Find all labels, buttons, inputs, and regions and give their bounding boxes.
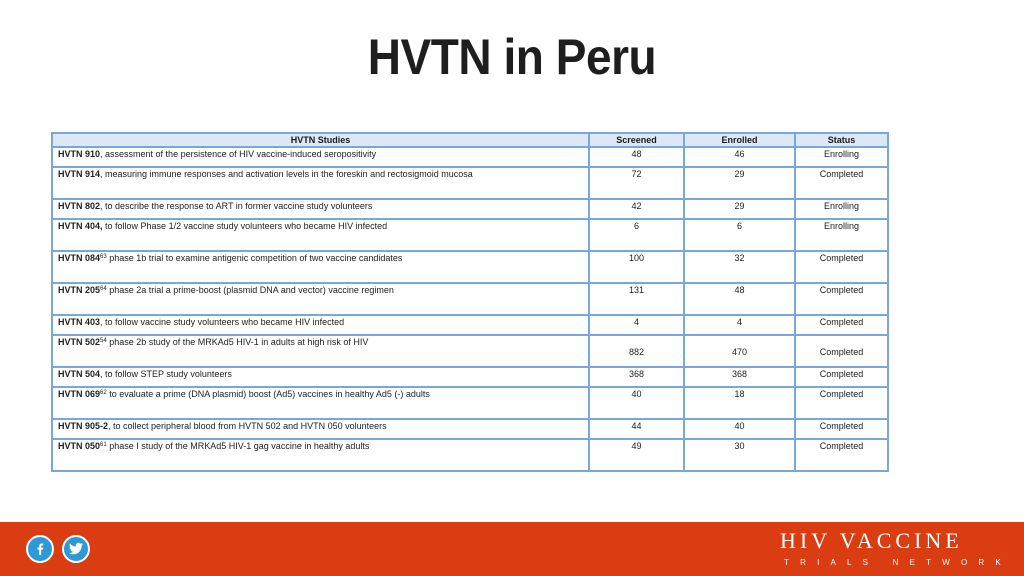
header-enrolled: Enrolled (684, 133, 795, 147)
study-description: phase 1b trial to examine antigenic competition of two vaccine candidates (106, 253, 403, 263)
study-description: , to follow STEP study volunteers (100, 369, 232, 379)
screened-cell: 49 (589, 439, 684, 471)
study-id: HVTN 504 (58, 369, 101, 379)
study-cell (52, 335, 589, 367)
studies-table (51, 132, 889, 472)
screened-cell: 368 (589, 367, 684, 387)
status-cell: Completed (795, 167, 888, 199)
screened-cell: 48 (589, 147, 684, 167)
study-id: HVTN 502 (58, 337, 101, 347)
enrolled-cell: 368 (684, 367, 795, 387)
study-id: HVTN 910 (58, 149, 101, 159)
study-description: , to follow vaccine study volunteers who became HIV infected (100, 317, 345, 327)
study-reference: 54 (100, 338, 107, 344)
table-header-row (52, 133, 888, 147)
study-id: HVTN 069 (58, 389, 101, 399)
study-cell (52, 219, 589, 251)
study-id: HVTN 084 (58, 253, 101, 263)
screened-cell: 882 (589, 335, 684, 367)
table-row (52, 439, 888, 471)
study-id: HVTN 050 (58, 441, 101, 451)
header-screened: Screened (589, 133, 684, 147)
screened-cell: 42 (589, 199, 684, 219)
enrolled-cell: 32 (684, 251, 795, 283)
enrolled-cell: 48 (684, 283, 795, 315)
table-row (52, 167, 888, 199)
brand-name: HIV VACCINE (780, 528, 963, 553)
screened-cell: 40 (589, 387, 684, 419)
status-cell: Completed (795, 315, 888, 335)
screened-cell: 6 (589, 219, 684, 251)
table-row (52, 283, 888, 315)
enrolled-cell: 18 (684, 387, 795, 419)
study-cell (52, 387, 589, 419)
status-cell: Completed (795, 387, 888, 419)
study-id: HVTN 205 (58, 285, 101, 295)
table-row (52, 387, 888, 419)
brand-subtitle: TRIALS NETWORK (784, 558, 1012, 567)
study-cell (52, 315, 589, 335)
status-cell: Completed (795, 335, 888, 367)
study-cell (52, 199, 589, 219)
study-reference: 64 (100, 286, 107, 292)
screened-cell: 131 (589, 283, 684, 315)
facebook-button[interactable] (26, 535, 54, 563)
enrolled-cell: 6 (684, 219, 795, 251)
enrolled-cell: 46 (684, 147, 795, 167)
table-body (52, 147, 888, 471)
study-cell (52, 251, 589, 283)
study-id: HVTN 905-2 (58, 421, 109, 431)
page-title: HVTN in Peru (367, 29, 657, 85)
study-description: phase 2b study of the MRKAd5 HIV-1 in adults at high risk of HIV (106, 337, 369, 347)
study-reference: 61 (100, 442, 107, 448)
enrolled-cell: 29 (684, 167, 795, 199)
status-cell: Completed (795, 419, 888, 439)
status-cell: Completed (795, 283, 888, 315)
twitter-icon (68, 542, 84, 556)
screened-cell: 100 (589, 251, 684, 283)
study-id: HVTN 914 (58, 169, 101, 179)
enrolled-cell: 29 (684, 199, 795, 219)
table-row (52, 367, 888, 387)
screened-cell: 4 (589, 315, 684, 335)
status-cell: Completed (795, 367, 888, 387)
enrolled-cell: 30 (684, 439, 795, 471)
study-cell (52, 439, 589, 471)
study-description: , to collect peripheral blood from HVTN 502 and HVTN 050 volunteers (108, 421, 387, 431)
status-cell: Completed (795, 251, 888, 283)
table-row (52, 335, 888, 367)
studies-table-container (51, 132, 887, 472)
study-description: to evaluate a prime (DNA plasmid) boost (Ad5) vaccines in healthy Ad5 (-) adults (106, 389, 430, 399)
table-row (52, 419, 888, 439)
facebook-icon (33, 542, 47, 556)
study-reference: 62 (100, 390, 107, 396)
study-description: , measuring immune responses and activation levels in the foreskin and rectosigmoid mucosa (100, 169, 473, 179)
enrolled-cell: 4 (684, 315, 795, 335)
study-id: HVTN 404, (58, 221, 103, 231)
table-row (52, 147, 888, 167)
status-cell: Enrolling (795, 219, 888, 251)
study-description: to follow Phase 1/2 vaccine study volunteers who became HIV infected (102, 221, 388, 231)
screened-cell: 72 (589, 167, 684, 199)
study-description: , assessment of the persistence of HIV vaccine-induced seropositivity (100, 149, 377, 159)
study-cell (52, 147, 589, 167)
enrolled-cell: 40 (684, 419, 795, 439)
study-cell (52, 419, 589, 439)
status-cell: Completed (795, 439, 888, 471)
study-id: HVTN 403 (58, 317, 101, 327)
study-id: HVTN 802 (58, 201, 101, 211)
table-row (52, 219, 888, 251)
header-status: Status (795, 133, 888, 147)
study-cell (52, 283, 589, 315)
enrolled-cell: 470 (684, 335, 795, 367)
table-row (52, 315, 888, 335)
header-studies: HVTN Studies (52, 133, 589, 147)
study-reference: 63 (100, 254, 107, 260)
twitter-button[interactable] (62, 535, 90, 563)
study-description: phase I study of the MRKAd5 HIV-1 gag vaccine in healthy adults (106, 441, 370, 451)
screened-cell: 44 (589, 419, 684, 439)
status-cell: Enrolling (795, 199, 888, 219)
status-cell: Enrolling (795, 147, 888, 167)
study-description: phase 2a trial a prime-boost (plasmid DNA and vector) vaccine regimen (106, 285, 394, 295)
table-row (52, 199, 888, 219)
study-cell (52, 167, 589, 199)
table-row (52, 251, 888, 283)
study-cell (52, 367, 589, 387)
study-description: , to describe the response to ART in former vaccine study volunteers (100, 201, 373, 211)
